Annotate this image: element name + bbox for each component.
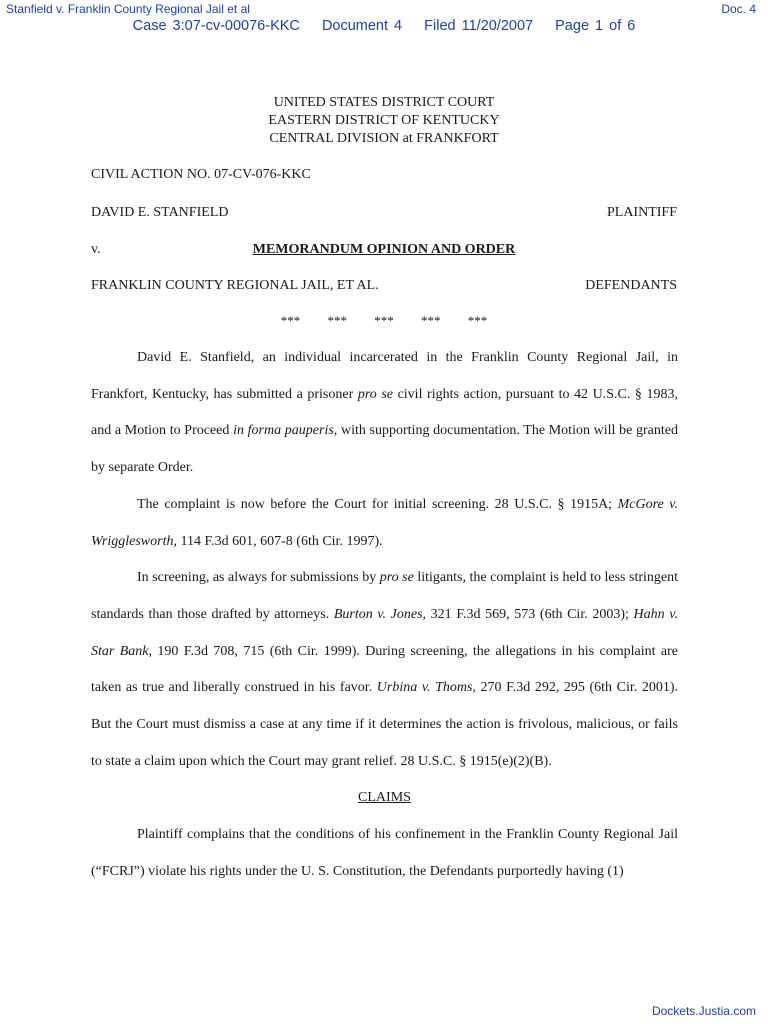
document-number: Document 4: [321, 18, 403, 34]
case-title-link[interactable]: Stanfield v. Franklin County Regional Jail et al: [6, 2, 250, 16]
filing-header: [0, 18, 768, 34]
court-name: UNITED STATES DISTRICT COURT: [273, 95, 495, 110]
versus: v.: [91, 242, 101, 257]
filed-date: Filed 11/20/2007: [424, 18, 534, 34]
separator-star: ***: [374, 313, 394, 328]
page-count: Page 1 of 6: [555, 18, 636, 34]
court-district: EASTERN DISTRICT OF KENTUCKY: [268, 113, 500, 128]
paragraph-claims: Plaintiff complains that the conditions of his confinement in the Franklin County Regional Jail (“FCRJ”) violate his rights under the U. S. Constitution, the Defendants purportedly having (1): [91, 827, 678, 879]
case-number: Case 3:07-cv-00076-KKC: [132, 18, 300, 34]
doc-number-link[interactable]: Doc. 4: [721, 2, 756, 16]
defendant-label: DEFENDANTS: [585, 278, 677, 293]
justia-footer-link[interactable]: Dockets.Justia.com: [651, 1004, 756, 1018]
paragraph-intro: David E. Stanfield, an individual incarcerated in the Franklin County Regional Jail, in Frankfort, Kentucky, has submitted a prisoner pro se civil rights action, pursuant to 42 U.S.C. § 1983, and a Motion to Proceed in forma pauperis, with supporting documentation. The Motion will be granted by separate Order.: [91, 350, 678, 476]
separator-star: ***: [467, 313, 488, 328]
separator-star: ***: [421, 313, 441, 328]
plaintiff-label: PLAINTIFF: [606, 205, 677, 220]
defendant-name: FRANKLIN COUNTY REGIONAL JAIL, ET AL.: [91, 278, 379, 293]
opinion-body: [91, 340, 678, 891]
court-heading: [0, 94, 768, 148]
document-title: MEMORANDUM OPINION AND ORDER: [252, 242, 516, 257]
plaintiff-name: DAVID E. STANFIELD: [91, 205, 229, 220]
separator-star: ***: [280, 313, 301, 328]
court-division: CENTRAL DIVISION at FRANKFORT: [269, 131, 499, 146]
paragraph-standards: In screening, as always for submissions by pro se litigants, the complaint is held to less stringent standards than those drafted by attorneys. Burton v. Jones, 321 F.3d 569, 573 (6th Cir. 2003); Hahn v. Star Bank, 190 F.3d 708, 715 (6th Cir. 1999). During screening, the allegations in his complaint are taken as true and liberally construed in his favor. Urbina v. Thoms, 270 F.3d 292, 295 (6th Cir. 2001). But the Court must dismiss a case at any time if it determines the action is frivolous, malicious, or fails to state a claim upon which the Court may grant relief. 28 U.S.C. § 1915(e)(2)(B).: [91, 570, 679, 769]
paragraph-screening: The complaint is now before the Court for initial screening. 28 U.S.C. § 1915A; McGore v. Wrigglesworth, 114 F.3d 601, 607-8 (6th Cir. 1997).: [91, 496, 678, 549]
claims-heading: CLAIMS: [358, 790, 411, 806]
separator-star: ***: [327, 313, 347, 328]
section-separator: [0, 313, 768, 329]
civil-action-number: CIVIL ACTION NO. 07-CV-076-KKC: [91, 167, 311, 182]
